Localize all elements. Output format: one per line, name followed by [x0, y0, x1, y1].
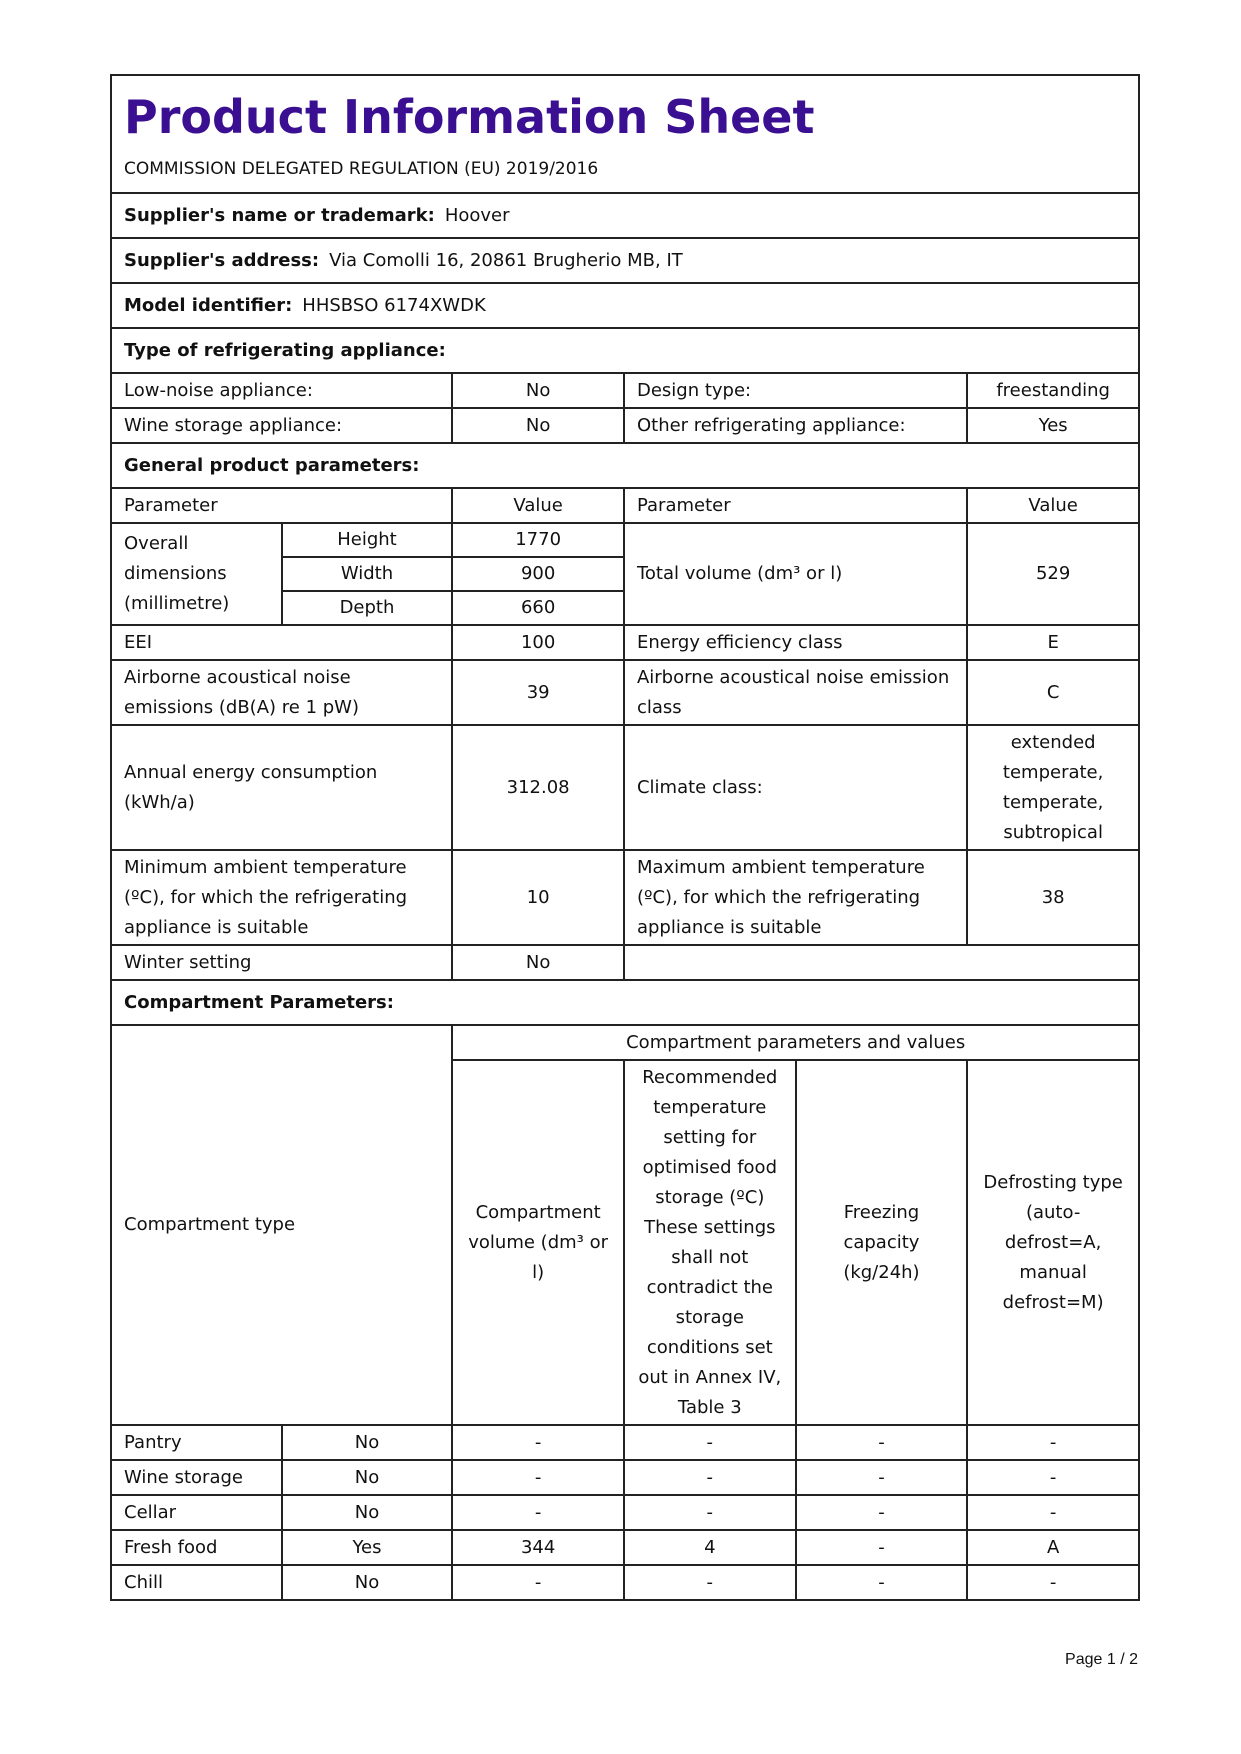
- supplier-address-label: Supplier's address:: [124, 249, 320, 271]
- other-appliance-value: Yes: [967, 408, 1139, 443]
- max-temp-label: Maximum ambient temperature (ºC), for which the refrigerating appliance is suitable: [624, 850, 967, 945]
- annual-energy-value: 312.08: [452, 725, 624, 850]
- compartment-volume: -: [452, 1565, 624, 1600]
- climate-line: temperate,: [1002, 791, 1104, 813]
- compartment-volume: -: [452, 1460, 624, 1495]
- compartment-volume: 344: [452, 1530, 624, 1565]
- annual-energy-label: Annual energy consumption (kWh/a): [111, 725, 452, 850]
- compartment-freezing: -: [796, 1425, 968, 1460]
- low-noise-label: Low-noise appliance:: [111, 373, 452, 408]
- compartment-volume: -: [452, 1495, 624, 1530]
- noise-value: 39: [452, 660, 624, 725]
- climate-line: subtropical: [1003, 821, 1103, 843]
- compartment-present: No: [282, 1425, 453, 1460]
- page-title: Product Information Sheet: [124, 90, 815, 144]
- recommended-temp-header: Recommended temperature setting for optimised food storage (ºC) These settings shall not contradict the storage conditions set out in Annex IV, Table 3: [624, 1060, 796, 1425]
- compartment-present: No: [282, 1460, 453, 1495]
- total-volume-value: 529: [967, 523, 1139, 625]
- info-table: [110, 74, 1140, 1601]
- compartment-temp: 4: [624, 1530, 796, 1565]
- noise-class-value: C: [967, 660, 1139, 725]
- width-label: Width: [282, 557, 453, 591]
- supplier-address-row: [111, 238, 1139, 283]
- compartment-name: Chill: [111, 1565, 282, 1600]
- parameter-header-2: Parameter: [624, 488, 967, 523]
- model-identifier-row: [111, 283, 1139, 328]
- supplier-name-row: [111, 193, 1139, 238]
- min-temp-value: 10: [452, 850, 624, 945]
- climate-line: extended: [1010, 731, 1096, 753]
- compartment-volume: -: [452, 1425, 624, 1460]
- compartment-defrost: -: [967, 1495, 1139, 1530]
- compartment-name: Wine storage: [111, 1460, 282, 1495]
- eei-label: EEI: [111, 625, 452, 660]
- noise-class-label: Airborne acoustical noise emission class: [624, 660, 967, 725]
- product-information-sheet: [110, 74, 1138, 1601]
- compartment-defrost: -: [967, 1565, 1139, 1600]
- compartment-type-label: Compartment type: [111, 1025, 452, 1425]
- compartment-freezing: -: [796, 1530, 968, 1565]
- compartment-temp: -: [624, 1460, 796, 1495]
- supplier-name-label: Supplier's name or trademark:: [124, 204, 435, 226]
- climate-line: temperate,: [1002, 761, 1104, 783]
- winter-setting-label: Winter setting: [111, 945, 452, 980]
- compartment-freezing: -: [796, 1460, 968, 1495]
- compartment-defrost: A: [967, 1530, 1139, 1565]
- compartment-name: Cellar: [111, 1495, 282, 1530]
- table-row: [111, 1530, 1139, 1565]
- width-value: 900: [452, 557, 624, 591]
- compartment-defrost: -: [967, 1460, 1139, 1495]
- min-temp-label: Minimum ambient temperature (ºC), for which the refrigerating appliance is suitable: [111, 850, 452, 945]
- climate-class-label: Climate class:: [624, 725, 967, 850]
- compartment-volume-header: Compartment volume (dm³ or l): [452, 1060, 624, 1425]
- compartment-defrost: -: [967, 1425, 1139, 1460]
- model-identifier: HHSBSO 6174XWDK: [302, 294, 486, 316]
- depth-label: Depth: [282, 591, 453, 625]
- compartment-heading: Compartment Parameters:: [111, 980, 1139, 1025]
- value-header: Value: [452, 488, 624, 523]
- table-row: [111, 1565, 1139, 1600]
- compartment-present: Yes: [282, 1530, 453, 1565]
- compartment-freezing: -: [796, 1565, 968, 1600]
- compartment-present: No: [282, 1565, 453, 1600]
- wine-storage-value: No: [452, 408, 624, 443]
- energy-class-value: E: [967, 625, 1139, 660]
- total-volume-label: Total volume (dm³ or l): [624, 523, 967, 625]
- eei-value: 100: [452, 625, 624, 660]
- design-type-value: freestanding: [967, 373, 1139, 408]
- climate-class-value: [967, 725, 1139, 850]
- compartment-name: Fresh food: [111, 1530, 282, 1565]
- empty-cell: [624, 945, 1139, 980]
- table-row: [111, 1460, 1139, 1495]
- table-row: [111, 1495, 1139, 1530]
- defrosting-type-header: Defrosting type (auto-defrost=A, manual defrost=M): [967, 1060, 1139, 1425]
- noise-label: Airborne acoustical noise emissions (dB(A) re 1 pW): [111, 660, 452, 725]
- title-cell: [111, 75, 1139, 193]
- depth-value: 660: [452, 591, 624, 625]
- height-value: 1770: [452, 523, 624, 557]
- compartment-temp: -: [624, 1565, 796, 1600]
- regulation-text: COMMISSION DELEGATED REGULATION (EU) 2019/2016: [124, 159, 599, 179]
- wine-storage-label: Wine storage appliance:: [111, 408, 452, 443]
- compartment-present: No: [282, 1495, 453, 1530]
- compartment-temp: -: [624, 1495, 796, 1530]
- low-noise-value: No: [452, 373, 624, 408]
- compartment-freezing: -: [796, 1495, 968, 1530]
- compartment-group-header: Compartment parameters and values: [452, 1025, 1139, 1060]
- page-number: Page 1 / 2: [1065, 1651, 1138, 1668]
- general-heading: General product parameters:: [111, 443, 1139, 488]
- energy-class-label: Energy efficiency class: [624, 625, 967, 660]
- supplier-name: Hoover: [444, 204, 510, 226]
- other-appliance-label: Other refrigerating appliance:: [624, 408, 967, 443]
- dimensions-label: Overall dimensions (millimetre): [111, 523, 282, 625]
- winter-setting-value: No: [452, 945, 624, 980]
- model-identifier-label: Model identifier:: [124, 294, 293, 316]
- design-type-label: Design type:: [624, 373, 967, 408]
- table-row: [111, 1425, 1139, 1460]
- height-label: Height: [282, 523, 453, 557]
- max-temp-value: 38: [967, 850, 1139, 945]
- type-heading: Type of refrigerating appliance:: [111, 328, 1139, 373]
- value-header-2: Value: [967, 488, 1139, 523]
- supplier-address: Via Comolli 16, 20861 Brugherio MB, IT: [329, 249, 683, 271]
- freezing-capacity-header: Freezing capacity (kg/24h): [796, 1060, 968, 1425]
- compartment-temp: -: [624, 1425, 796, 1460]
- compartment-name: Pantry: [111, 1425, 282, 1460]
- parameter-header: Parameter: [111, 488, 452, 523]
